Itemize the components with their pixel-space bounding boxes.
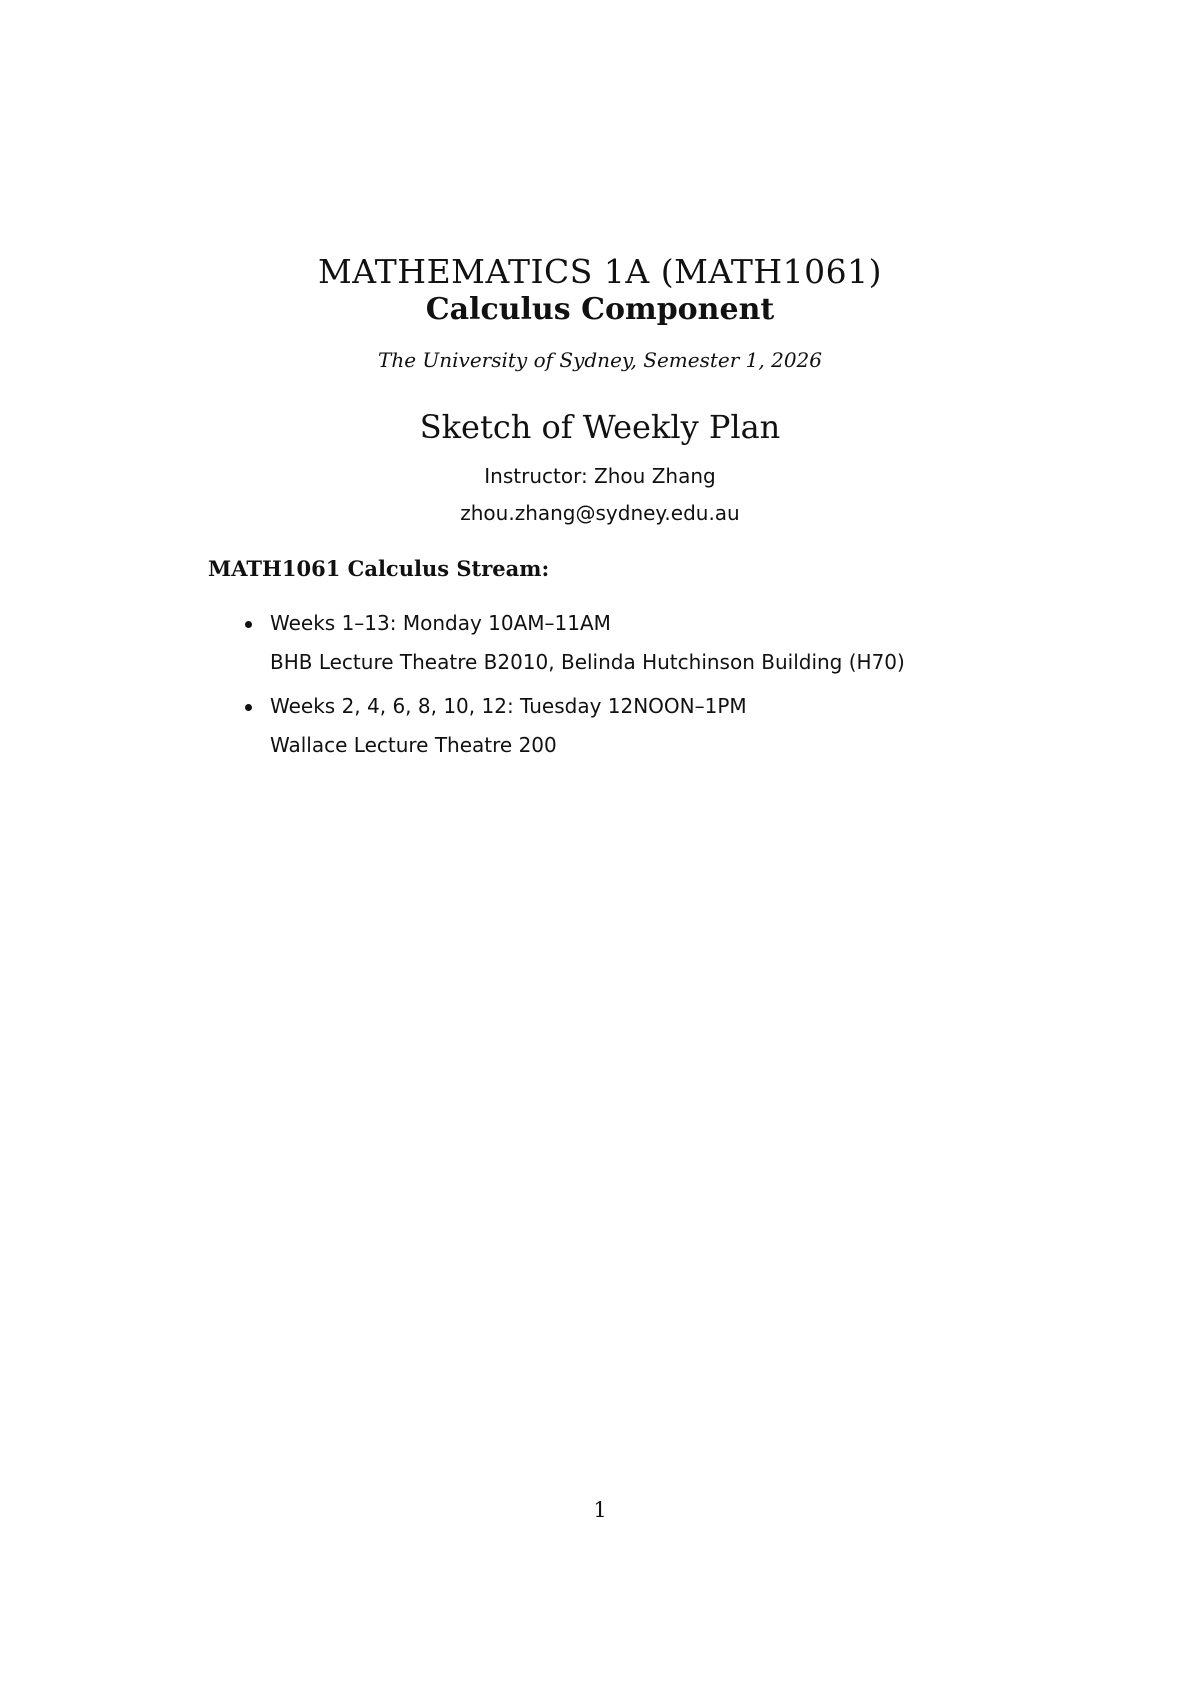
lecture-time: Weeks 2, 4, 6, 8, 10, 12: Tuesday 12NOON–1PM: [270, 694, 747, 718]
instructor-name: Instructor: Zhou Zhang: [484, 464, 716, 488]
lecture-location: Wallace Lecture Theatre 200: [270, 733, 557, 757]
university-semester-line: The University of Sydney, Semester 1, 2026: [377, 348, 822, 372]
document-subtitle-component: Calculus Component: [425, 292, 775, 327]
document-title: MATHEMATICS 1A (MATH1061): [317, 252, 883, 291]
instructor-email: zhou.zhang@sydney.edu.au: [460, 501, 740, 525]
lecture-schedule-list: [245, 610, 905, 776]
lecture-location: BHB Lecture Theatre B2010, Belinda Hutchinson Building (H70): [270, 650, 905, 674]
weekly-plan-heading: Sketch of Weekly Plan: [419, 408, 781, 446]
lecture-time: Weeks 1–13: Monday 10AM–11AM: [270, 611, 611, 635]
bullet-icon: [245, 621, 252, 628]
list-item: [245, 693, 905, 758]
page-number: 1: [593, 1498, 607, 1522]
bullet-icon: [245, 704, 252, 711]
stream-heading: MATH1061 Calculus Stream:: [208, 556, 550, 581]
list-item: [245, 610, 905, 675]
